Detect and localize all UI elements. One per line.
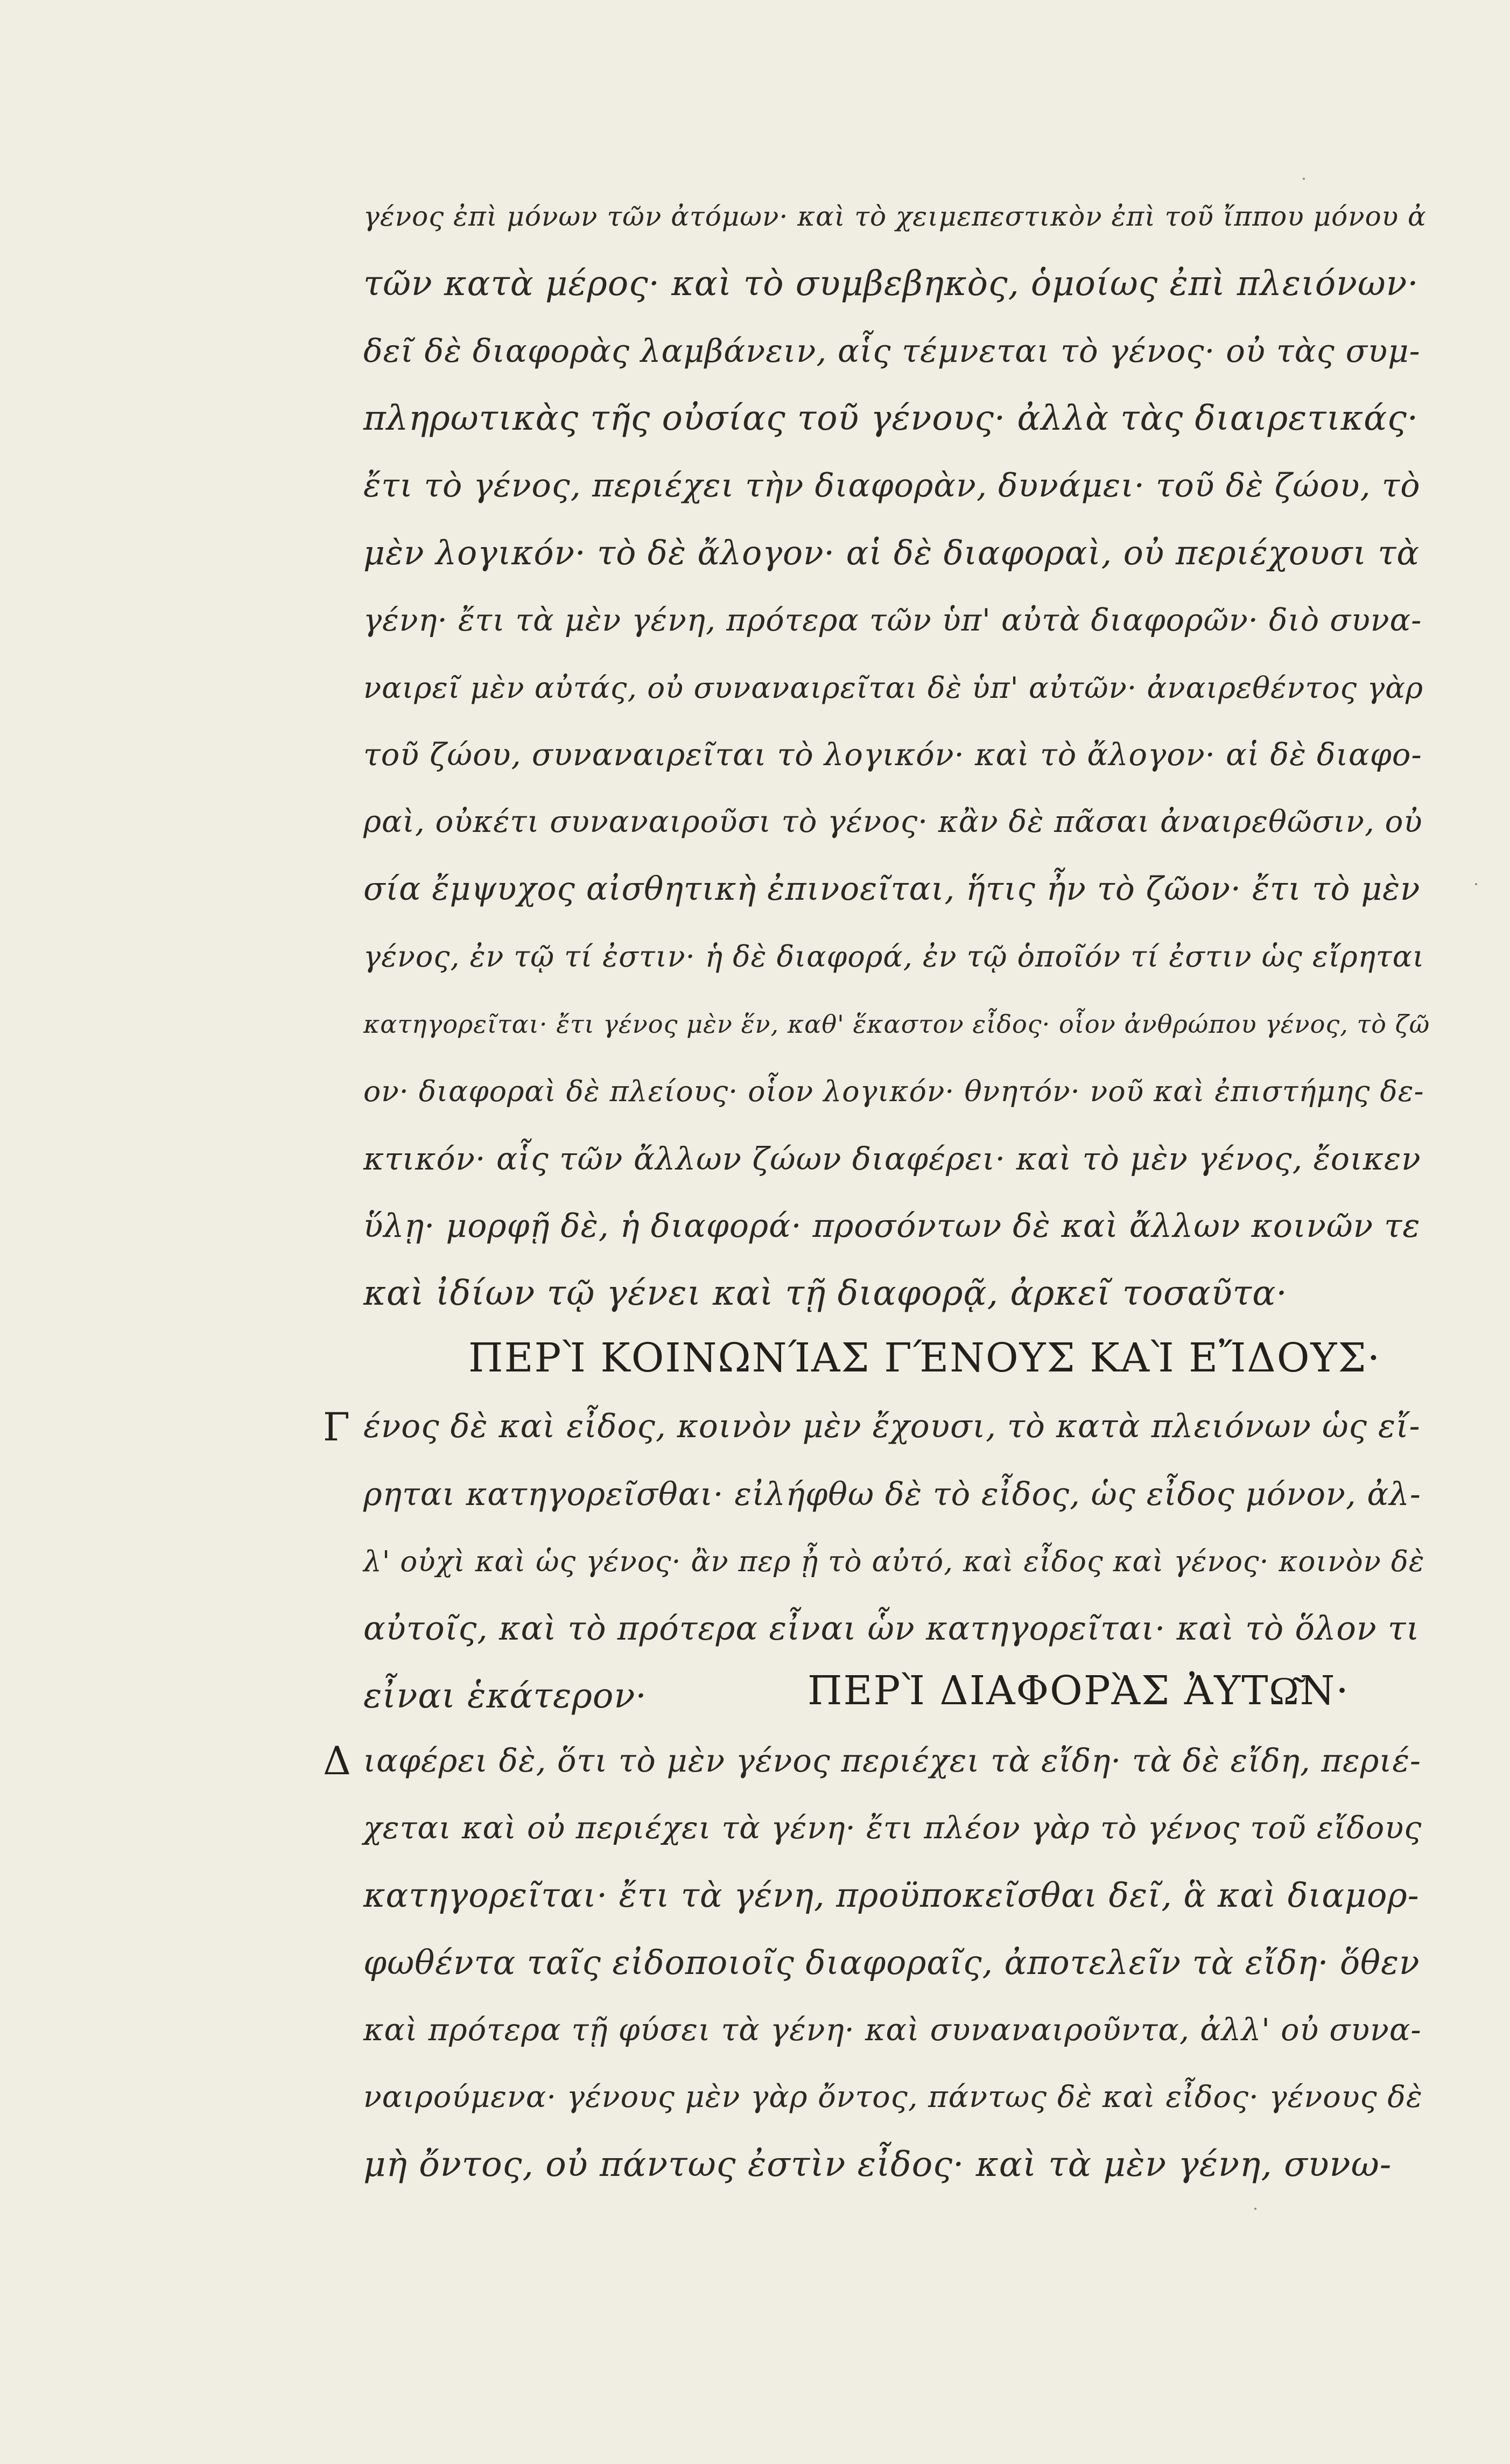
initial-letter: Δ (323, 1738, 351, 1783)
text-line: αὐτοῖς, καὶ τὸ πρότερα εἶναι ὧν κατηγορεῖται· καὶ τὸ ὅλον τι (363, 1610, 1420, 1648)
paper-speck (1475, 883, 1477, 885)
text-line: εἶναι ἑκάτερον· (363, 1676, 647, 1716)
text-line: ον· διαφοραὶ δὲ πλείους· οἷον λογικόν· θνητόν· νοῦ καὶ ἐπιστήμης δε- (363, 1074, 1424, 1108)
text-line: ιαφέρει δὲ, ὅτι τὸ μὲν γένος περιέχει τὰ εἴδη· τὰ δὲ εἴδη, περιέ- (363, 1742, 1421, 1779)
text-line: τοῦ ζώου, συναναιρεῖται τὸ λογικόν· καὶ τὸ ἄλογον· αἱ δὲ διαφο- (363, 737, 1422, 773)
text-line: μὲν λογικόν· τὸ δὲ ἄλογον· αἱ δὲ διαφοραὶ, οὐ περιέχουσι τὰ (363, 534, 1420, 572)
text-line: κατηγορεῖται· ἔτι γένος μὲν ἕν, καθ' ἕκαστον εἶδος· οἷον ἀνθρώπου γένος, τὸ ζῶ (363, 1010, 1430, 1039)
text-line: ἔτι τὸ γένος, περιέχει τὴν διαφορὰν, δυνάμει· τοῦ δὲ ζώου, τὸ (363, 467, 1421, 505)
text-line: ναιρούμενα· γένους μὲν γὰρ ὄντος, πάντως δὲ καὶ εἶδος· γένους δὲ (363, 2080, 1423, 2115)
text-line: γένη· ἔτι τὰ μὲν γένη, πρότερα τῶν ὑπ' αὐτὰ διαφορῶν· διὸ συνα- (363, 603, 1422, 638)
text-line: τῶν κατὰ μέρος· καὶ τὸ συμβεβηκὸς, ὁμοίως ἐπὶ πλειόνων· (363, 264, 1419, 304)
section-heading: ΠΕΡῚ ΚΟΙΝΩΝΊΑΣ ΓΈΝΟΥΣ ΚΑῚ ΕἼΔΟΥΣ· (468, 1335, 1381, 1381)
text-line: ὕλῃ· μορφῇ δὲ, ἡ διαφορά· προσόντων δὲ καὶ ἄλλων κοινῶν τε (363, 1207, 1421, 1245)
text-line: γένος, ἐν τῷ τί ἐστιν· ἡ δὲ διαφορά, ἐν τῷ ὁποῖόν τί ἐστιν ὡς εἴρηται (363, 940, 1425, 974)
text-line: γένος ἐπὶ μόνων τῶν ἀτόμων· καὶ τὸ χειμεπεστικὸν ἐπὶ τοῦ ἴππου μόνου ἀ (363, 201, 1427, 232)
text-line: λ' οὐχὶ καὶ ὡς γένος· ἂν περ ᾖ τὸ αὐτό, καὶ εἶδος καὶ γένος· κοινὸν δὲ (363, 1545, 1425, 1578)
text-line: ναιρεῖ μὲν αὐτάς, οὐ συναναιρεῖται δὲ ὑπ' αὐτῶν· ἀναιρεθέντος γὰρ (363, 670, 1424, 705)
text-line: ρηται κατηγορεῖσθαι· εἰλήφθω δὲ τὸ εἶδος, ὡς εἶδος μόνον, ἀλ- (363, 1475, 1421, 1513)
text-line: δεῖ δὲ διαφορὰς λαμβάνειν, αἷς τέμνεται τὸ γένος· οὐ τὰς συμ- (363, 332, 1421, 369)
text-line: μὴ ὄντος, οὐ πάντως ἐστὶν εἶδος· καὶ τὰ μὲν γένη, συνω- (363, 2145, 1392, 2185)
text-line: σία ἔμψυχος αἰσθητικὴ ἐπινοεῖται, ἥτις ἦν τὸ ζῶον· ἔτι τὸ μὲν (363, 871, 1421, 908)
initial-letter: Γ (323, 1404, 350, 1450)
text-line: χεται καὶ οὐ περιέχει τὰ γένη· ἔτι πλέον γὰρ τὸ γένος τοῦ εἴδους (363, 1810, 1422, 1846)
text-line: πληρωτικὰς τῆς οὐσίας τοῦ γένους· ἀλλὰ τὰς διαιρετικάς· (363, 398, 1419, 438)
section-heading: ΠΕΡῚ ΔΙΑΦΟΡᾺΣ ἈΥΤΩ͂Ν· (807, 1668, 1350, 1714)
text-line: φωθέντα ταῖς εἰδοποιοῖς διαφοραῖς, ἀποτελεῖν τὰ εἴδη· ὅθεν (363, 1943, 1420, 1982)
text-line: κτικόν· αἷς τῶν ἄλλων ζώων διαφέρει· καὶ τὸ μὲν γένος, ἔοικεν (363, 1140, 1421, 1177)
text-line: ραὶ, οὐκέτι συναναιροῦσι τὸ γένος· κἂν δὲ πᾶσαι ἀναιρεθῶσιν, οὐ (363, 804, 1423, 839)
text-line: καὶ πρότερα τῇ φύσει τὰ γένη· καὶ συναναιροῦντα, ἀλλ' οὐ συνα- (363, 2012, 1422, 2048)
text-line: ένος δὲ καὶ εἶδος, κοινὸν μὲν ἔχουσι, τὸ κατὰ πλειόνων ὡς εἴ- (363, 1408, 1421, 1445)
paper-speck (1254, 2208, 1256, 2210)
paper-speck (1303, 178, 1305, 180)
text-line: καὶ ἰδίων τῷ γένει καὶ τῇ διαφορᾷ, ἀρκεῖ τοσαῦτα· (363, 1273, 1288, 1313)
text-line: κατηγορεῖται· ἔτι τὰ γένη, προϋποκεῖσθαι δεῖ, ἃ καὶ διαμορ- (363, 1876, 1420, 1915)
